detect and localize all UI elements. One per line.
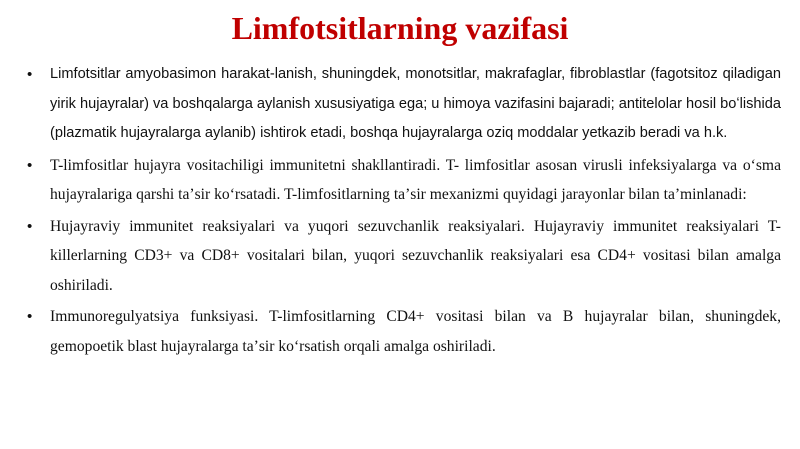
bullet-dot-icon: • [27, 217, 33, 235]
bullet-item [27, 60, 781, 149]
bullet-item [27, 212, 781, 301]
bullet-dot-icon: • [27, 156, 33, 174]
bullet-dot-icon: • [27, 66, 33, 83]
bullet-dot-icon: • [27, 308, 33, 325]
bullet-text: T-limfositlar hujayra vositachiligi immunitetni shakllantiradi. T- limfositlar asosan virusli infeksiyalarga va oʻsma hujayralariga qarshi taʼsir koʻrsatadi. T-limfositlarning taʼsir mexanizmi quyidagi jarayonlar bilan taʼminlanadi: [50, 156, 781, 203]
slide-title: Limfotsitlarning vazifasi [231, 10, 569, 46]
bullet-text: Immunoregulyatsiya funksiyasi. T-limfositlarning CD4+ vositasi bilan va B hujayralar bilan, shuningdek, gemopoetik blast hujayralarga taʼsir koʻrsatish orqali amalga oshiriladi. [50, 308, 781, 355]
bullet-item [27, 302, 781, 361]
bullet-text: Limfotsitlar amyobasimon harakat-lanish, shuningdek, monotsitlar, makrafaglar, fibroblastlar (fagotsitoz qiladigan yirik hujayralar) va boshqalarga aylanish xususiyatiga ega; u himoya vazifasini bajaradi; antitelolar hosil boʻlishida (plazmatik hujayralarga aylanib) ishtirok etadi, boshqa hujayralarga oziq moddalar yetkazib beradi va h.k. [50, 66, 781, 141]
bullet-text: Hujayraviy immunitet reaksiyalari va yuqori sezuvchanlik reaksiyalari. Hujayraviy immunitet reaksiyalari T-killerlarning CD3+ va CD8+ vositalari bilan, yuqori sezuvchanlik reaksiyalari esa CD4+ vositasi bilan amalga oshiriladi. [50, 217, 781, 294]
bullet-item [27, 151, 781, 210]
bullet-list [27, 60, 781, 363]
